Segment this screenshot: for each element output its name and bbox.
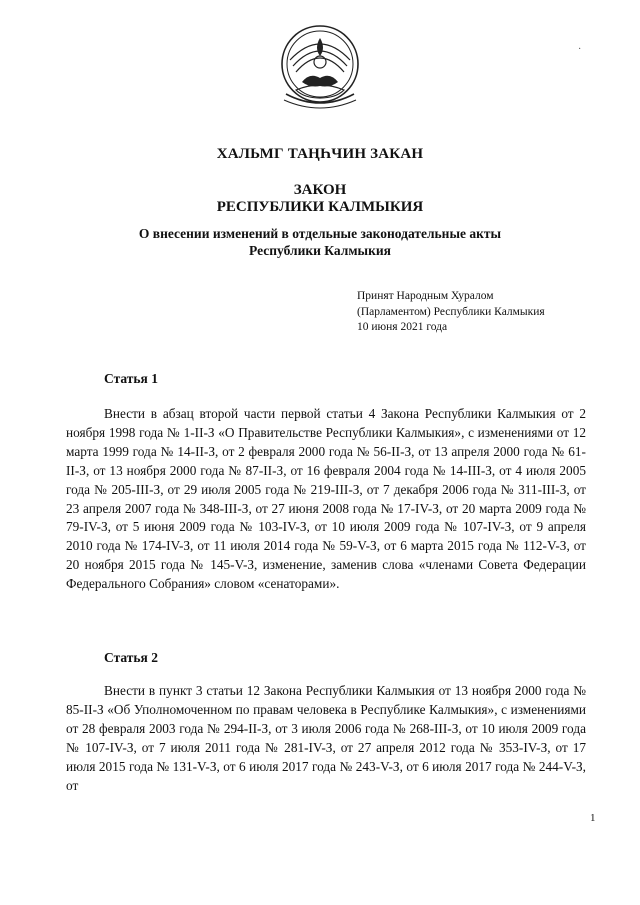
adoption-block	[357, 289, 545, 336]
article-1-text: Внести в абзац второй части первой статьи 4 Закона Республики Калмыкия от 2 ноября 1998 года № 1-II-З «О Правительстве Республики Калмыкия», с изменениями от 12 марта 1999 года № 14-II-З, от 2 февраля 2000 года № 56-II-З, от 13 апреля 2000 года № 61-II-З, от 13 ноября 2000 года № 87-II-З, от 16 февраля 2004 года № 14-III-З, от 4 июля 2005 года № 205-III-З, от 29 июля 2005 года № 219-III-З, от 7 декабря 2006 года № 311-III-З, от 23 апреля 2007 года № 348-III-З, от 27 июня 2008 года № 17-IV-З, от 20 марта 2009 года № 79-IV-З, от 5 июня 2009 года № 103-IV-З, от 10 июля 2009 года № 107-IV-З, от 9 апреля 2010 года № 174-IV-З, от 11 июля 2014 года № 59-V-З, от 6 марта 2015 года № 112-V-З, от 20 ноября 2015 года № 145-V-З, изменение, заменив слова «членами Совета Федерации Федерального Собрания» словом «сенаторами».	[66, 406, 586, 592]
adoption-date: 10 июня 2021 года	[357, 321, 448, 333]
title-law: ЗАКОН	[293, 182, 347, 198]
article-2-text: Внести в пункт 3 статьи 12 Закона Республики Калмыкия от 13 ноября 2000 года № 85-II-З «Об Уполномоченном по правам человека в Республике Калмыкия», с изменениями от 28 февраля 2003 года № 294-II-З, от 3 июля 2006 года № 268-III-З, от 10 июля 2009 года № 107-IV-З, от 7 июля 2011 года № 281-IV-З, от 27 апреля 2012 года № 353-IV-З, от 17 июля 2015 года № 131-V-З, от 6 июля 2017 года № 243-V-З, от 6 июля 2017 года № 244-V-З, от	[66, 683, 586, 793]
law-subject-line1: О внесении изменений в отдельные законодательные акты	[138, 226, 502, 241]
adoption-line: (Парламентом) Республики Калмыкия	[357, 305, 545, 318]
title-kalmyk: ХАЛЬМГ ТАҢҺЧИН ЗАКАН	[216, 146, 424, 162]
article-2-heading: Статья 2	[104, 650, 158, 665]
page-number: 1	[590, 812, 596, 824]
adoption-line: Принят Народным Хуралом	[357, 290, 494, 302]
law-subject-line2: Республики Калмыкия	[249, 243, 391, 258]
title-republic: РЕСПУБЛИКИ КАЛМЫКИЯ	[216, 199, 424, 215]
article-1-heading: Статья 1	[104, 371, 158, 386]
scan-mark: ·	[578, 44, 582, 55]
coat-of-arms-emblem	[276, 20, 364, 112]
